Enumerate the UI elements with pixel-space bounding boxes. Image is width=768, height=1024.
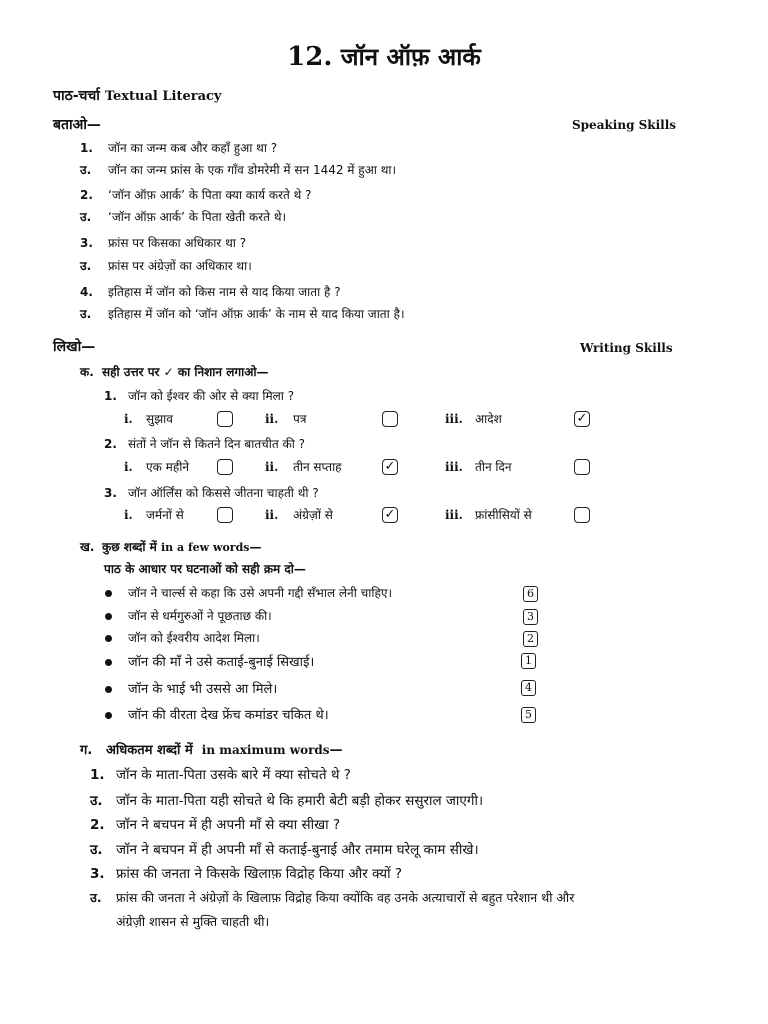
speaking-line: 1. जॉन का जन्म कब और कहाँ हुआ था ? xyxy=(80,141,278,155)
ka-instruction: क. सही उत्तर पर ✓ का निशान लगाओ— xyxy=(80,365,269,379)
speaking-line: उ. ‘जॉन ऑफ़ आर्क’ के पिता खेती करते थे। xyxy=(80,210,287,224)
mcq-question: 1. जॉन को ईश्वर की ओर से क्या मिला ? xyxy=(104,389,295,403)
page-title xyxy=(0,40,768,73)
textual-literacy-english: Textual Literacy xyxy=(104,89,222,104)
ga-line: अंग्रेज़ी शासन से मुक्ति चाहती थी। xyxy=(116,914,270,929)
kha-heading: ख. कुछ शब्दों में in a few words— xyxy=(80,540,262,554)
answer-checkbox[interactable] xyxy=(382,411,398,427)
mcq-question: 2. संतों ने जॉन से कितने दिन बातचीत की ? xyxy=(104,437,306,451)
event-text: जॉन से धर्मगुरुओं ने पूछताछ की। xyxy=(128,609,272,623)
ga-line: उ. जॉन के माता-पिता यही सोचते थे कि हमारी बेटी बड़ी होकर ससुराल जाएगी। xyxy=(90,793,484,809)
mcq-option: iii. तीन दिन xyxy=(445,460,512,474)
mcq-option: iii. फ्रांसीसियों से xyxy=(445,508,532,522)
textual-literacy-heading xyxy=(53,86,221,105)
event-text: जॉन के भाई भी उससे आ मिले। xyxy=(128,682,278,697)
order-box[interactable]: 1 xyxy=(521,653,536,669)
answer-checkbox[interactable] xyxy=(217,411,233,427)
ga-line: उ. फ्रांस की जनता ने अंग्रेज़ों के खिलाफ़ विद्रोह किया क्योंकि वह उनके अत्याचारों से बहुत परेशान थी और xyxy=(90,890,575,905)
speaking-line: उ. फ्रांस पर अंग्रेज़ों का अधिकार था। xyxy=(80,259,252,273)
textual-literacy-hindi: पाठ-चर्चा xyxy=(53,88,100,104)
mcq-option: i. एक महीने xyxy=(124,460,189,474)
order-box[interactable]: 4 xyxy=(521,680,536,696)
mcq-option: ii. तीन सप्ताह xyxy=(265,460,342,474)
ga-line: 2. जॉन ने बचपन में ही अपनी माँ से क्या सीखा ? xyxy=(90,817,341,833)
answer-checkbox[interactable]: ✓ xyxy=(382,459,398,475)
answer-checkbox[interactable]: ✓ xyxy=(382,507,398,523)
bullet xyxy=(105,712,112,719)
event-text: जॉन की वीरता देख फ्रेंच कमांडर चकित थे। xyxy=(128,708,329,723)
event-text: जॉन की माँ ने उसे कताई-बुनाई सिखाई। xyxy=(128,655,315,670)
bullet xyxy=(105,635,112,642)
order-box[interactable]: 2 xyxy=(523,631,538,647)
event-text: जॉन ने चार्ल्स से कहा कि उसे अपनी गद्दी सँभाल लेनी चाहिए। xyxy=(128,586,393,600)
speaking-line: 2. ‘जॉन ऑफ़ आर्क’ के पिता क्या कार्य करते थे ? xyxy=(80,188,312,202)
speaking-skills-label: Speaking Skills xyxy=(572,118,677,132)
bullet xyxy=(105,659,112,666)
ga-line: 1. जॉन के माता-पिता उसके बारे में क्या सोचते थे ? xyxy=(90,767,351,783)
answer-checkbox[interactable] xyxy=(217,459,233,475)
speaking-heading: बताओ— xyxy=(53,117,101,133)
mcq-option: i. जर्मनों से xyxy=(124,508,184,522)
ga-line: उ. जॉन ने बचपन में ही अपनी माँ से कताई-बुनाई और तमाम घरेलू काम सीखे। xyxy=(90,842,479,858)
mcq-option: ii. अंग्रेज़ों से xyxy=(265,508,333,522)
event-text: जॉन को ईश्वरीय आदेश मिला। xyxy=(128,631,260,645)
speaking-line: उ. जॉन का जन्म फ्रांस के एक गाँव डोमरेमी में सन 1442 में हुआ था। xyxy=(80,163,397,177)
ga-heading: ग. अधिकतम शब्दों में in maximum words— xyxy=(80,743,343,758)
answer-checkbox[interactable] xyxy=(574,507,590,523)
chapter-number: 12. xyxy=(287,42,333,72)
mcq-question: 3. जॉन ऑर्लिंस को किससे जीतना चाहती थी ? xyxy=(104,486,319,500)
answer-checkbox[interactable] xyxy=(574,459,590,475)
mcq-option: ii. पत्र xyxy=(265,412,307,426)
writing-heading: लिखो— xyxy=(53,339,96,355)
speaking-line: उ. इतिहास में जॉन को ‘जॉन ऑफ़ आर्क’ के नाम से याद किया जाता है। xyxy=(80,307,405,321)
order-box[interactable]: 3 xyxy=(523,609,538,625)
answer-checkbox[interactable] xyxy=(217,507,233,523)
mcq-option: i. सुझाव xyxy=(124,412,173,426)
answer-checkbox[interactable]: ✓ xyxy=(574,411,590,427)
writing-skills-label: Writing Skills xyxy=(580,341,673,355)
kha-instruction: पाठ के आधार पर घटनाओं को सही क्रम दो— xyxy=(104,562,306,576)
ga-line: 3. फ्रांस की जनता ने किसके खिलाफ़ विद्रोह किया और क्यों ? xyxy=(90,866,403,882)
bullet xyxy=(105,686,112,693)
order-box[interactable]: 5 xyxy=(521,707,536,723)
mcq-option: iii. आदेश xyxy=(445,412,502,426)
bullet xyxy=(105,613,112,620)
speaking-line: 4. इतिहास में जॉन को किस नाम से याद किया जाता है ? xyxy=(80,285,341,299)
bullet xyxy=(105,590,112,597)
chapter-title: जॉन ऑफ़ आर्क xyxy=(340,43,481,71)
speaking-line: 3. फ्रांस पर किसका अधिकार था ? xyxy=(80,236,247,250)
order-box[interactable]: 6 xyxy=(523,586,538,602)
